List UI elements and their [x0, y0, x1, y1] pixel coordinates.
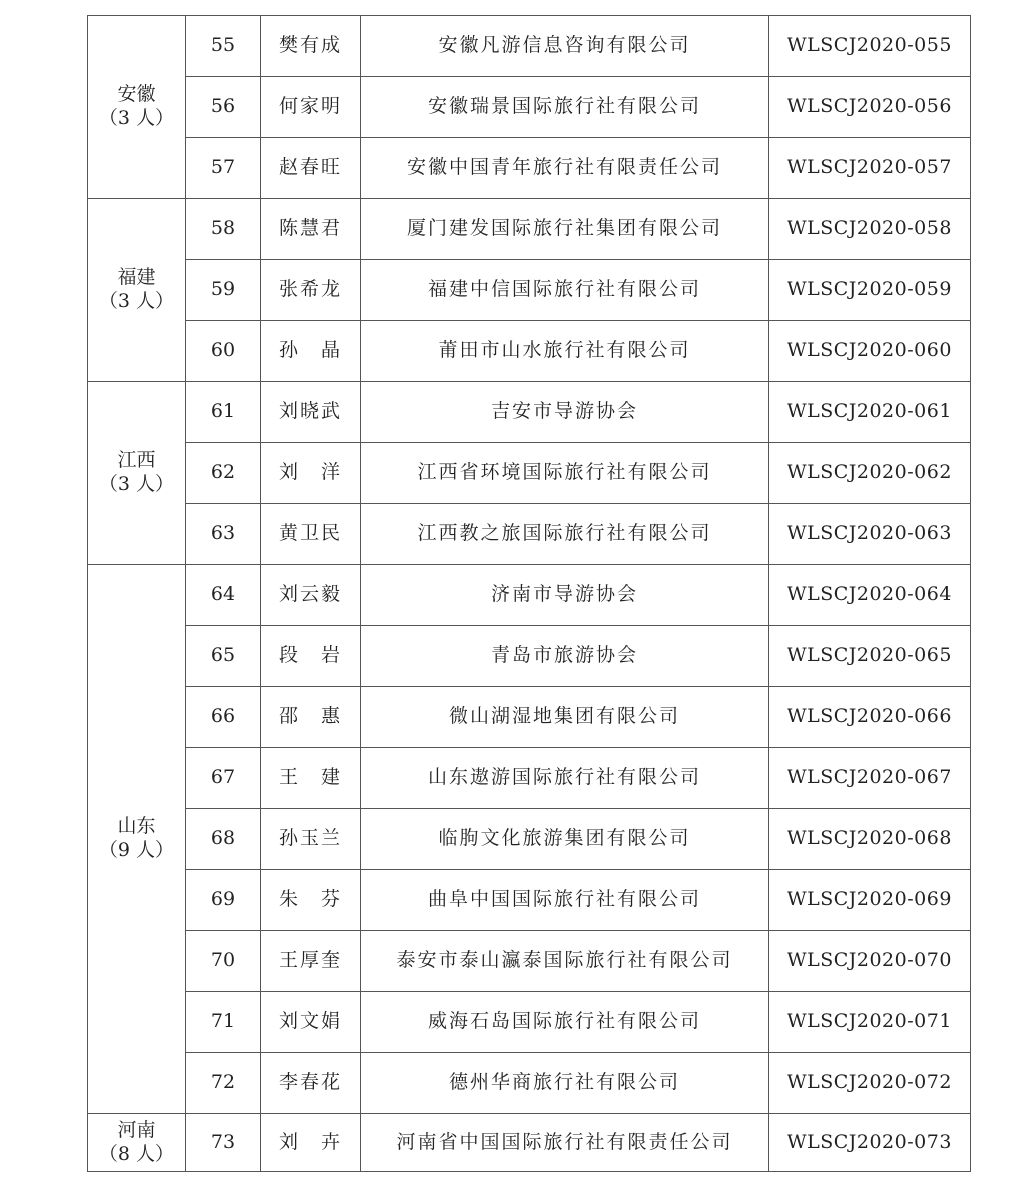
- serial-number: 58: [186, 199, 261, 260]
- person-name: 陈慧君: [261, 199, 361, 260]
- table-row: [88, 992, 971, 1053]
- certificate-number: WLSCJ2020-056: [769, 77, 971, 138]
- company-name: 微山湖湿地集团有限公司: [361, 687, 769, 748]
- person-name: 邵 惠: [261, 687, 361, 748]
- certificate-number: WLSCJ2020-058: [769, 199, 971, 260]
- serial-number: 69: [186, 870, 261, 931]
- person-name: 段 岩: [261, 626, 361, 687]
- person-name: 刘云毅: [261, 565, 361, 626]
- company-name: 济南市导游协会: [361, 565, 769, 626]
- certificate-number: WLSCJ2020-066: [769, 687, 971, 748]
- person-name: 孙 晶: [261, 321, 361, 382]
- company-name: 威海石岛国际旅行社有限公司: [361, 992, 769, 1053]
- serial-number: 67: [186, 748, 261, 809]
- person-name: 王 建: [261, 748, 361, 809]
- certificate-table: [87, 15, 971, 1172]
- certificate-number: WLSCJ2020-057: [769, 138, 971, 199]
- serial-number: 64: [186, 565, 261, 626]
- person-name: 刘 卉: [261, 1114, 361, 1172]
- region-name: 安徽: [117, 83, 156, 106]
- serial-number: 55: [186, 16, 261, 77]
- serial-number: 62: [186, 443, 261, 504]
- table-row: [88, 687, 971, 748]
- region-count: （3 人）: [98, 473, 175, 495]
- table-row: [88, 626, 971, 687]
- table-row: [88, 321, 971, 382]
- region-count: （8 人）: [98, 1142, 175, 1165]
- company-name: 山东遨游国际旅行社有限公司: [361, 748, 769, 809]
- company-name: 安徽瑞景国际旅行社有限公司: [361, 77, 769, 138]
- person-name: 黄卫民: [261, 504, 361, 565]
- company-name: 厦门建发国际旅行社集团有限公司: [361, 199, 769, 260]
- company-name: 福建中信国际旅行社有限公司: [361, 260, 769, 321]
- company-name: 安徽凡游信息咨询有限公司: [361, 16, 769, 77]
- table-row: [88, 748, 971, 809]
- company-name: 临朐文化旅游集团有限公司: [361, 809, 769, 870]
- serial-number: 71: [186, 992, 261, 1053]
- region-cell: [88, 1114, 186, 1172]
- region-count: （3 人）: [98, 107, 175, 129]
- certificate-number: WLSCJ2020-073: [769, 1114, 971, 1172]
- certificate-number: WLSCJ2020-063: [769, 504, 971, 565]
- certificate-number: WLSCJ2020-055: [769, 16, 971, 77]
- table-row: [88, 1114, 971, 1172]
- company-name: 泰安市泰山瀛泰国际旅行社有限公司: [361, 931, 769, 992]
- certificate-number: WLSCJ2020-064: [769, 565, 971, 626]
- person-name: 朱 芬: [261, 870, 361, 931]
- table-row: [88, 16, 971, 77]
- region-count: （9 人）: [98, 839, 175, 861]
- region-name: 河南: [117, 1118, 156, 1141]
- serial-number: 60: [186, 321, 261, 382]
- table-body: [88, 16, 971, 1172]
- person-name: 刘文娟: [261, 992, 361, 1053]
- person-name: 孙玉兰: [261, 809, 361, 870]
- person-name: 李春花: [261, 1053, 361, 1114]
- table-row: [88, 565, 971, 626]
- certificate-number: WLSCJ2020-072: [769, 1053, 971, 1114]
- serial-number: 61: [186, 382, 261, 443]
- certificate-number: WLSCJ2020-068: [769, 809, 971, 870]
- company-name: 曲阜中国国际旅行社有限公司: [361, 870, 769, 931]
- table-row: [88, 931, 971, 992]
- serial-number: 57: [186, 138, 261, 199]
- certificate-number: WLSCJ2020-065: [769, 626, 971, 687]
- company-name: 德州华商旅行社有限公司: [361, 1053, 769, 1114]
- company-name: 河南省中国国际旅行社有限责任公司: [361, 1114, 769, 1172]
- company-name: 吉安市导游协会: [361, 382, 769, 443]
- company-name: 江西省环境国际旅行社有限公司: [361, 443, 769, 504]
- company-name: 莆田市山水旅行社有限公司: [361, 321, 769, 382]
- serial-number: 66: [186, 687, 261, 748]
- table-row: [88, 443, 971, 504]
- person-name: 王厚奎: [261, 931, 361, 992]
- table-row: [88, 382, 971, 443]
- person-name: 张希龙: [261, 260, 361, 321]
- person-name: 樊有成: [261, 16, 361, 77]
- serial-number: 68: [186, 809, 261, 870]
- company-name: 安徽中国青年旅行社有限责任公司: [361, 138, 769, 199]
- certificate-number: WLSCJ2020-070: [769, 931, 971, 992]
- table-row: [88, 809, 971, 870]
- company-name: 江西教之旅国际旅行社有限公司: [361, 504, 769, 565]
- certificate-number: WLSCJ2020-060: [769, 321, 971, 382]
- serial-number: 73: [186, 1114, 261, 1172]
- person-name: 赵春旺: [261, 138, 361, 199]
- certificate-number: WLSCJ2020-067: [769, 748, 971, 809]
- region-cell: [88, 16, 186, 199]
- certificate-number: WLSCJ2020-059: [769, 260, 971, 321]
- company-name: 青岛市旅游协会: [361, 626, 769, 687]
- table-row: [88, 504, 971, 565]
- certificate-number: WLSCJ2020-062: [769, 443, 971, 504]
- region-name: 江西: [117, 449, 156, 472]
- table-row: [88, 1053, 971, 1114]
- table-row: [88, 260, 971, 321]
- serial-number: 72: [186, 1053, 261, 1114]
- region-cell: [88, 565, 186, 1114]
- serial-number: 70: [186, 931, 261, 992]
- region-name: 山东: [117, 815, 156, 838]
- certificate-number: WLSCJ2020-071: [769, 992, 971, 1053]
- table-row: [88, 870, 971, 931]
- table-row: [88, 138, 971, 199]
- region-name: 福建: [117, 266, 156, 289]
- serial-number: 59: [186, 260, 261, 321]
- table-row: [88, 199, 971, 260]
- table-row: [88, 77, 971, 138]
- serial-number: 63: [186, 504, 261, 565]
- serial-number: 56: [186, 77, 261, 138]
- region-cell: [88, 382, 186, 565]
- region-cell: [88, 199, 186, 382]
- person-name: 何家明: [261, 77, 361, 138]
- region-count: （3 人）: [98, 290, 175, 312]
- person-name: 刘 洋: [261, 443, 361, 504]
- serial-number: 65: [186, 626, 261, 687]
- certificate-number: WLSCJ2020-069: [769, 870, 971, 931]
- person-name: 刘晓武: [261, 382, 361, 443]
- certificate-number: WLSCJ2020-061: [769, 382, 971, 443]
